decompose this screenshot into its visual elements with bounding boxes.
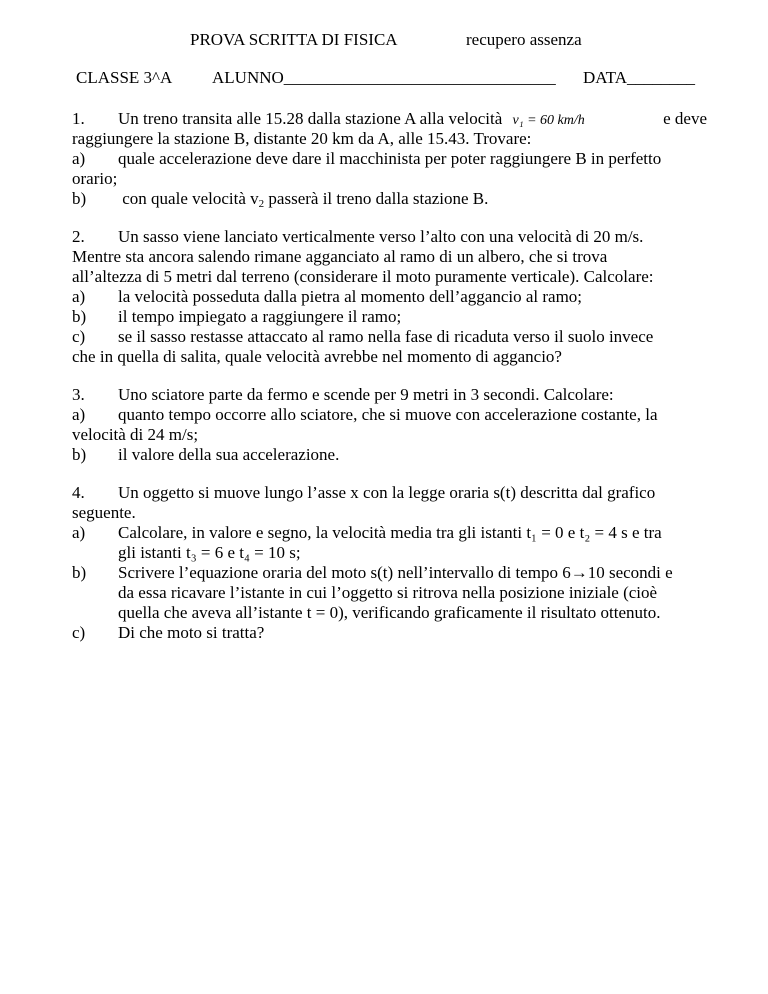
- q3-a-label: a): [72, 405, 86, 424]
- q4-text: Un oggetto si muove lungo l’asse x con la legge oraria s(t) descritta dal grafico: [118, 483, 656, 502]
- q1-a-text: quale accelerazione deve dare il macchinista per poter raggiungere B in perfetto: [118, 149, 662, 168]
- q2-item-c: [72, 327, 707, 347]
- q2-item-a: [72, 287, 707, 307]
- q2-text: Un sasso viene lanciato verticalmente verso l’alto con una velocità di 20 m/s.: [118, 227, 644, 246]
- q3-b-label: b): [72, 445, 87, 464]
- q2-line1: [72, 227, 707, 247]
- student-field: ALUNNO________________________________: [212, 68, 556, 87]
- q4-c-label: c): [72, 623, 86, 642]
- q1-text-end: e deve: [663, 109, 707, 128]
- exam-title: PROVA SCRITTA DI FISICA: [190, 30, 398, 49]
- q4-line2: seguente.: [72, 503, 136, 522]
- q4-item-b: [72, 563, 707, 583]
- q2-b-label: b): [72, 307, 87, 326]
- q4-line1: [72, 483, 707, 503]
- q1-b-text-end: passerà il treno dalla stazione B.: [264, 189, 489, 208]
- q4-b-label: b): [72, 563, 87, 582]
- q1-a-label: a): [72, 149, 86, 168]
- class-label: CLASSE 3^A: [76, 68, 173, 87]
- q1-text: Un treno transita alle 15.28 dalla stazione A alla velocità: [118, 109, 503, 128]
- date-field: DATA________: [583, 68, 695, 87]
- q4-item-a: [72, 523, 707, 543]
- q3-item-a: [72, 405, 707, 425]
- q1-item-b: [72, 189, 707, 209]
- q1-b-sub: 2: [258, 198, 265, 210]
- q1-a-cont: orario;: [72, 169, 118, 188]
- q2-c-label: c): [72, 327, 86, 346]
- q3-a-text: quanto tempo occorre allo sciatore, che si muove con accelerazione costante, la: [118, 405, 658, 424]
- q4-c-text: Di che moto si tratta?: [118, 623, 265, 642]
- q2-number: 2.: [72, 227, 85, 246]
- q1-b-text: con quale velocità v: [122, 189, 259, 208]
- q3-line1: [72, 385, 707, 405]
- q2-b-text: il tempo impiegato a raggiungere il ramo;: [118, 307, 402, 326]
- exam-subtitle: recupero assenza: [466, 30, 582, 49]
- q2-a-label: a): [72, 287, 86, 306]
- q4-b-cont2: quella che aveva all’istante t = 0), verificando graficamente il risultato ottenuto.: [118, 603, 661, 622]
- q2-a-text: la velocità posseduta dalla pietra al momento dell’aggancio al ramo;: [118, 287, 583, 306]
- q3-b-text: il valore della sua accelerazione.: [118, 445, 340, 464]
- q2-c-cont: che in quella di salita, quale velocità avrebbe nel momento di aggancio?: [72, 347, 562, 366]
- q1-item-a: [72, 149, 707, 169]
- q1-b-label: b): [72, 189, 87, 208]
- q3-number: 3.: [72, 385, 85, 404]
- q3-a-cont: velocità di 24 m/s;: [72, 425, 199, 444]
- q1-formula: v₁ = 60 km/h: [512, 113, 585, 128]
- q1-number: 1.: [72, 109, 85, 128]
- q4-number: 4.: [72, 483, 85, 502]
- q4-a-cont: gli istanti t₃ = 6 e t₄ = 10 s;: [118, 543, 301, 562]
- q4-item-c: [72, 623, 707, 643]
- q4-b-text: Scrivere l’equazione oraria del moto s(t) nell’intervallo di tempo 6→10 secondi e: [118, 563, 673, 582]
- q1-line1: [72, 109, 707, 131]
- q4-a-text: Calcolare, in valore e segno, la velocità media tra gli istanti t₁ = 0 e t₂ = 4 s e tra: [118, 523, 662, 542]
- q3-item-b: [72, 445, 707, 465]
- q2-item-b: [72, 307, 707, 327]
- q4-b-cont1: da essa ricavare l’istante in cui l’oggetto si ritrova nella posizione iniziale (cioè: [118, 583, 658, 602]
- q1-line2: raggiungere la stazione B, distante 20 km da A, alle 15.43. Trovare:: [72, 129, 532, 148]
- q2-line3: all’altezza di 5 metri dal terreno (considerare il moto puramente verticale). Calcolare:: [72, 267, 654, 286]
- q2-c-text: se il sasso restasse attaccato al ramo nella fase di ricaduta verso il suolo invece: [118, 327, 654, 346]
- q4-a-label: a): [72, 523, 86, 542]
- q2-line2: Mentre sta ancora salendo rimane agganciato al ramo di un albero, che si trova: [72, 247, 608, 266]
- q3-text: Uno sciatore parte da fermo e scende per 9 metri in 3 secondi. Calcolare:: [118, 385, 614, 404]
